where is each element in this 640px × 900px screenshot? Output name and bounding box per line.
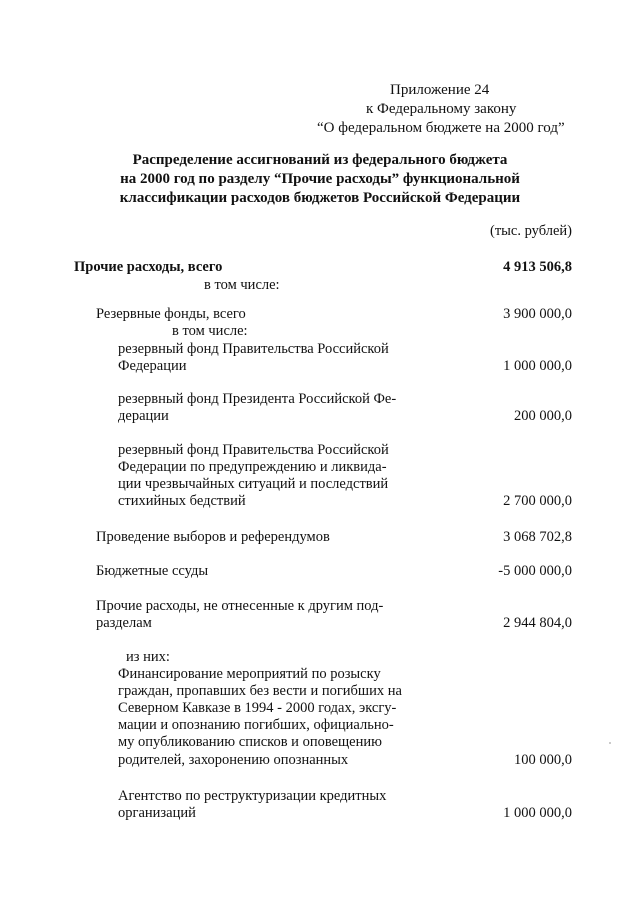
reserve-sub: в том числе: xyxy=(172,323,248,339)
agency-amount: 1 000 000,0 xyxy=(503,805,572,821)
reserve-emerg-line2: Федерации по предупреждению и ликвида- xyxy=(118,459,387,475)
reserve-gov-amount: 1 000 000,0 xyxy=(503,358,572,374)
unit-label: (тыс. рублей) xyxy=(490,223,572,239)
search-line2: граждан, пропавших без вести и погибших на xyxy=(118,683,402,699)
reserve-emerg-line3: ции чрезвычайных ситуаций и последствий xyxy=(118,476,389,492)
law-title: “О федеральном бюджете на 2000 год” xyxy=(317,120,565,136)
reserve-emerg-line4: стихийных бедствий xyxy=(118,493,246,509)
search-line6: родителей, захоронению опознанных xyxy=(118,752,349,768)
reserve-amount: 3 900 000,0 xyxy=(503,306,572,322)
reserve-emerg-amount: 2 700 000,0 xyxy=(503,493,572,509)
reserve-emerg-line1: резервный фонд Правительства Российской xyxy=(118,442,389,458)
total-sub: в том числе: xyxy=(204,277,280,293)
search-line5: му опубликованию списков и оповещению xyxy=(118,734,382,750)
search-line3: Северном Кавказе в 1994 - 2000 годах, эксгу- xyxy=(118,700,397,716)
elections-amount: 3 068 702,8 xyxy=(503,529,572,545)
reserve-pres-amount: 200 000,0 xyxy=(514,408,572,424)
of-which-label: из них: xyxy=(126,649,170,665)
other-amount: 2 944 804,0 xyxy=(503,615,572,631)
agency-line2: организаций xyxy=(118,805,196,821)
law-reference: к Федеральному закону xyxy=(366,101,517,117)
other-line1: Прочие расходы, не отнесенные к другим под- xyxy=(96,598,384,614)
document-title-line2: на 2000 год по разделу “Прочие расходы” функциональной xyxy=(120,171,520,187)
reserve-label: Резервные фонды, всего xyxy=(96,306,246,322)
document-title-line1: Распределение ассигнований из федерального бюджета xyxy=(132,152,508,168)
loans-amount: -5 000 000,0 xyxy=(498,563,572,579)
total-amount: 4 913 506,8 xyxy=(503,259,572,275)
reserve-gov-line1: резервный фонд Правительства Российской xyxy=(118,341,389,357)
elections-label: Проведение выборов и референдумов xyxy=(96,529,330,545)
reserve-pres-line2: дерации xyxy=(118,408,169,424)
appendix-label: Приложение 24 xyxy=(390,82,490,98)
document-title-line3: классификации расходов бюджетов Российской Федерации xyxy=(119,190,521,206)
reserve-pres-line1: резервный фонд Президента Российской Фе- xyxy=(118,391,397,407)
other-line2: разделам xyxy=(96,615,152,631)
total-label: Прочие расходы, всего xyxy=(74,259,223,275)
reserve-gov-line2: Федерации xyxy=(118,358,187,374)
search-line1: Финансирование мероприятий по розыску xyxy=(118,666,381,682)
search-line4: мации и опознанию погибших, официально- xyxy=(118,717,394,733)
scan-speck xyxy=(609,742,611,744)
loans-label: Бюджетные ссуды xyxy=(96,563,209,579)
search-amount: 100 000,0 xyxy=(514,752,572,768)
agency-line1: Агентство по реструктуризации кредитных xyxy=(118,788,387,804)
